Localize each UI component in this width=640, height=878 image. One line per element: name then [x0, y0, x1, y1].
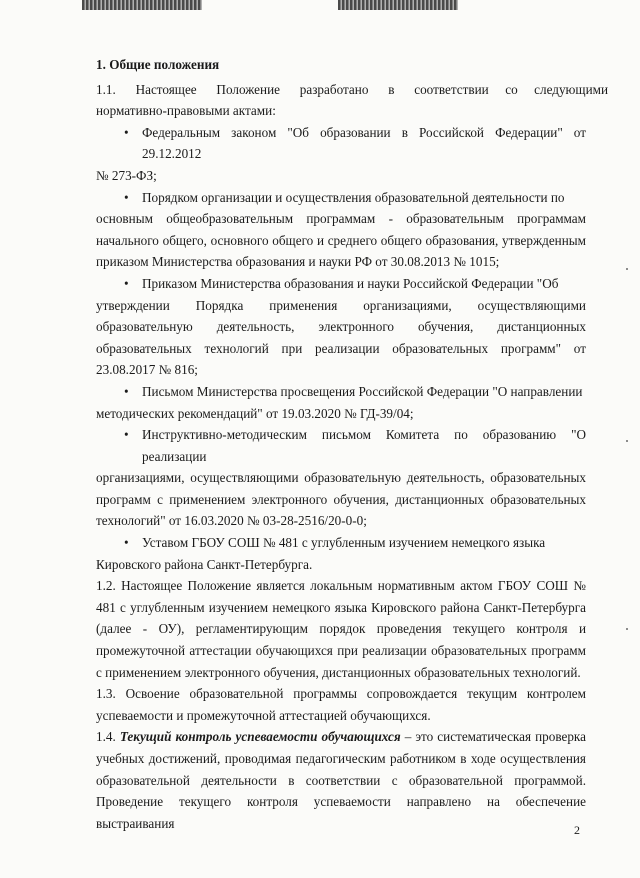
- bullet-text: Приказом Министерства образования и науки Российской Федерации "Об: [142, 275, 559, 291]
- paragraph-1-1-line2: нормативно-правовыми актами:: [96, 103, 276, 119]
- bullet-text: Письмом Министерства просвещения Российской Федерации "О направлении: [142, 383, 583, 399]
- paragraph-1-3: 1.3. Освоение образовательной программы сопровождается текущим контролем успеваемости и промежуточной аттестацией обучающихся.: [96, 686, 586, 723]
- document-page: [96, 54, 609, 834]
- scan-artifact-right: [338, 0, 458, 10]
- bullet-text: Уставом ГБОУ СОШ № 481 с углубленным изучением немецкого языка: [142, 535, 546, 551]
- scan-artifact-left: [82, 0, 202, 10]
- bullet-item-6: [124, 532, 586, 554]
- bullet-icon: •: [124, 124, 129, 140]
- scan-speck: [626, 628, 628, 630]
- bullet-continuation: № 273-ФЗ;: [96, 167, 157, 183]
- bullet-item-1: [124, 122, 586, 165]
- paragraph-1-4-text: – это систематическая проверка учебных достижений, проводимая педагогическим работником в ходе осуществления образовательной деятельности в соответствии с образовательной программой. Проведение текущего контроля успеваемости направлено на обеспечение выстраивания: [96, 729, 586, 831]
- bullet-text: Федеральным законом "Об образовании в Российской Федерации" от 29.12.2012: [142, 124, 586, 162]
- bullet-continuation: утверждении Порядка применения организациями, осуществляющими образовательную деятельность, электронного обучения, дистанционных образовательных технологий при реализации образовательных программ" от 23.08.2017 № 816;: [96, 297, 586, 378]
- bullet-continuation: организациями, осуществляющими образовательную деятельность, образовательных программ с применением электронного обучения, дистанционных образовательных технологий" от 16.03.2020 № 03-28-2516/20-0-0;: [96, 470, 586, 529]
- paragraph-1-4-term: Текущий контроль успеваемости обучающихся: [119, 729, 401, 745]
- bullet-text: Инструктивно-методическим письмом Комитета по образованию "О реализации: [142, 427, 586, 464]
- scan-speck: [626, 268, 628, 270]
- paragraph-1-1-line1: 1.1. Настоящее Положение разработано в соответствии со следующими: [96, 81, 609, 97]
- bullet-continuation: основным общеобразовательным программам - образовательным программам начального общего, основного общего и среднего общего образования, утвержденным приказом Министерства образования и науки РФ от 30.08.2013 № 1015;: [96, 211, 586, 270]
- bullet-text: Порядком организации и осуществления образовательной деятельности по: [142, 189, 565, 205]
- bullet-icon: •: [124, 383, 129, 399]
- bullet-icon: •: [124, 275, 129, 291]
- bullet-icon: •: [124, 189, 129, 205]
- bullet-icon: •: [124, 427, 129, 443]
- bullet-icon: •: [124, 535, 129, 551]
- bullet-item-3: [124, 273, 586, 295]
- bullet-item-5: [124, 424, 586, 467]
- bullet-item-2: [124, 187, 586, 209]
- paragraph-1-4: [96, 726, 586, 834]
- scan-speck: [626, 440, 628, 442]
- bullet-item-4: [124, 381, 586, 403]
- bullet-continuation: методических рекомендаций" от 19.03.2020 № ГД-39/04;: [96, 405, 414, 421]
- paragraph-1-4-number: 1.4.: [96, 729, 120, 745]
- page-number: 2: [574, 823, 580, 837]
- section-heading: 1. Общие положения: [96, 57, 220, 72]
- bullet-continuation: Кировского района Санкт-Петербурга.: [96, 556, 313, 572]
- paragraph-1-2: 1.2. Настоящее Положение является локальным нормативным актом ГБОУ СОШ № 481 с углубленным изучением немецкого языка Кировского района Санкт-Петербурга (далее - ОУ), регламентирующим порядок проведения текущего контроля и промежуточной аттестации обучающихся при реализации образовательных программ с применением электронного обучения, дистанционных образовательных технологий.: [96, 578, 586, 680]
